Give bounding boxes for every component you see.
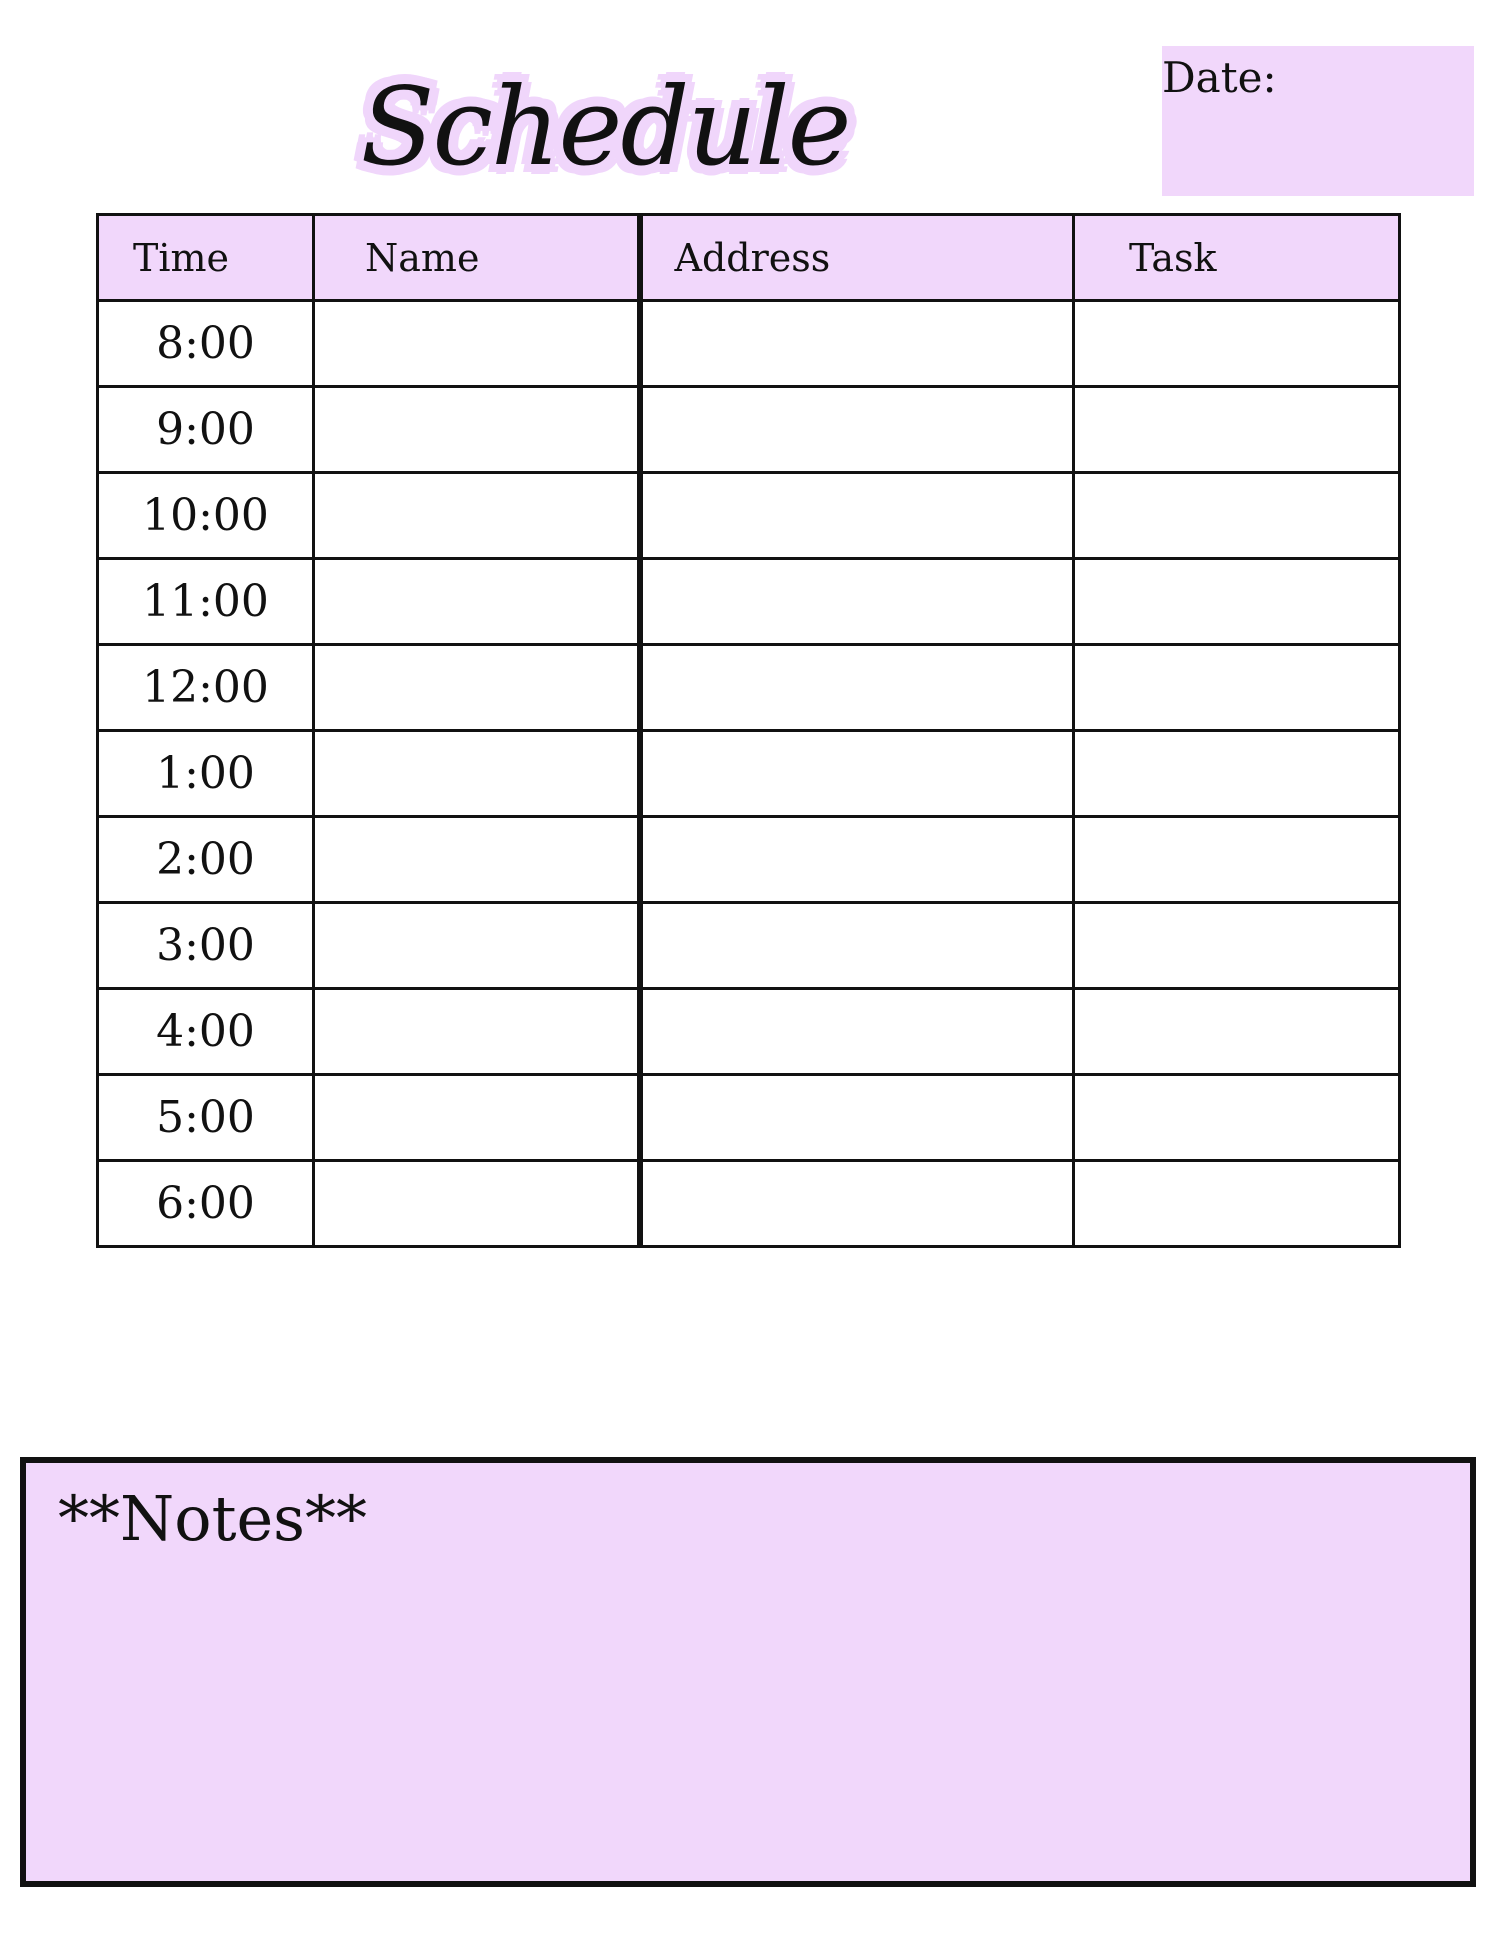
name-cell[interactable]: [314, 645, 640, 731]
time-cell: 10:00: [98, 473, 314, 559]
date-field[interactable]: [1162, 46, 1474, 196]
name-cell[interactable]: [314, 301, 640, 387]
time-cell: 5:00: [98, 1075, 314, 1161]
address-cell[interactable]: [640, 731, 1074, 817]
name-cell[interactable]: [314, 559, 640, 645]
table-row: [98, 1161, 1400, 1247]
time-cell: 9:00: [98, 387, 314, 473]
notes-title: **Notes**: [58, 1482, 368, 1555]
task-cell[interactable]: [1074, 301, 1400, 387]
address-cell[interactable]: [640, 559, 1074, 645]
address-cell[interactable]: [640, 1161, 1074, 1247]
name-cell[interactable]: [314, 817, 640, 903]
name-cell[interactable]: [314, 1075, 640, 1161]
task-cell[interactable]: [1074, 903, 1400, 989]
time-cell: 2:00: [98, 817, 314, 903]
time-cell: 8:00: [98, 301, 314, 387]
address-cell[interactable]: [640, 387, 1074, 473]
task-cell[interactable]: [1074, 817, 1400, 903]
table-row: [98, 989, 1400, 1075]
time-cell: 1:00: [98, 731, 314, 817]
task-cell[interactable]: [1074, 1075, 1400, 1161]
time-cell: 12:00: [98, 645, 314, 731]
task-cell[interactable]: [1074, 731, 1400, 817]
time-cell: 3:00: [98, 903, 314, 989]
time-cell: 6:00: [98, 1161, 314, 1247]
table-row: [98, 473, 1400, 559]
column-header-address: Address: [640, 215, 1074, 301]
time-cell: 4:00: [98, 989, 314, 1075]
column-header-task: Task: [1074, 215, 1400, 301]
title-block: [360, 48, 850, 208]
task-cell[interactable]: [1074, 559, 1400, 645]
name-cell[interactable]: [314, 387, 640, 473]
table-header-row: [98, 215, 1400, 301]
address-cell[interactable]: [640, 1075, 1074, 1161]
page-title: Schedule: [360, 65, 850, 190]
task-cell[interactable]: [1074, 1161, 1400, 1247]
address-cell[interactable]: [640, 903, 1074, 989]
address-cell[interactable]: [640, 473, 1074, 559]
task-cell[interactable]: [1074, 989, 1400, 1075]
table-row: [98, 903, 1400, 989]
task-cell[interactable]: [1074, 473, 1400, 559]
address-cell[interactable]: [640, 645, 1074, 731]
time-cell: 11:00: [98, 559, 314, 645]
table-row: [98, 387, 1400, 473]
task-cell[interactable]: [1074, 387, 1400, 473]
schedule-table: [96, 213, 1401, 1248]
address-cell[interactable]: [640, 817, 1074, 903]
table-row: [98, 1075, 1400, 1161]
address-cell[interactable]: [640, 301, 1074, 387]
name-cell[interactable]: [314, 1161, 640, 1247]
name-cell[interactable]: [314, 731, 640, 817]
notes-box[interactable]: [20, 1457, 1476, 1887]
name-cell[interactable]: [314, 989, 640, 1075]
table-row: [98, 731, 1400, 817]
table-row: [98, 645, 1400, 731]
table-row: [98, 559, 1400, 645]
task-cell[interactable]: [1074, 645, 1400, 731]
table-row: [98, 301, 1400, 387]
name-cell[interactable]: [314, 473, 640, 559]
address-cell[interactable]: [640, 989, 1074, 1075]
column-header-time: Time: [98, 215, 314, 301]
date-label: Date:: [1162, 53, 1277, 102]
name-cell[interactable]: [314, 903, 640, 989]
column-header-name: Name: [314, 215, 640, 301]
table-row: [98, 817, 1400, 903]
